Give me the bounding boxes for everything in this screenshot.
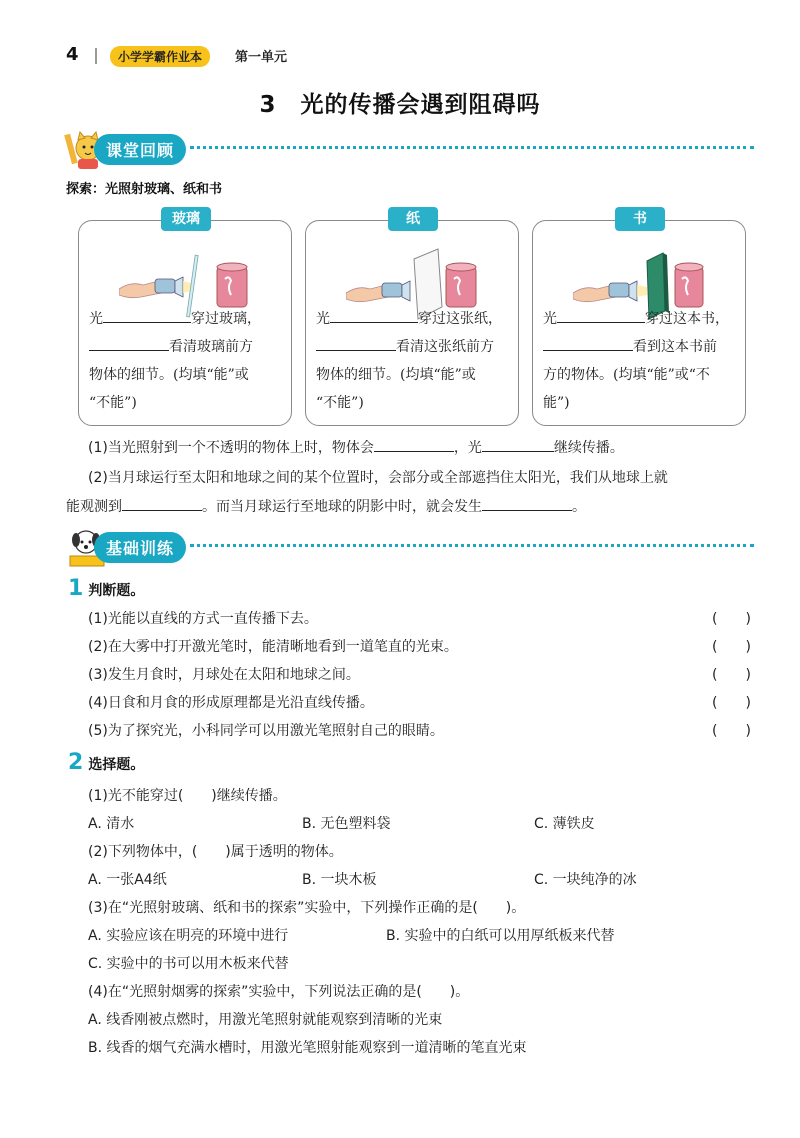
answer-blank[interactable] [543, 336, 633, 351]
choice-stem-2: (2)下列物体中，( )属于透明的物体。 [88, 844, 343, 860]
answer-blank[interactable] [482, 437, 554, 452]
option-a[interactable]: A. 一张A4纸 [88, 872, 167, 888]
option-c[interactable]: C. 一块纯净的冰 [534, 872, 637, 888]
option-b[interactable]: B. 无色塑料袋 [302, 816, 391, 832]
question-1-heading [68, 576, 144, 601]
answer-paren[interactable]: ( ) [712, 611, 751, 627]
dotted-divider [190, 544, 754, 547]
option-c[interactable]: C. 薄铁皮 [534, 816, 595, 832]
page-number: 4 [66, 44, 79, 65]
q1-text-a: (1)当光照射到一个不透明的物体上时，物体会 [88, 440, 374, 456]
option-c[interactable]: C. 实验中的书可以用木板来代替 [88, 956, 289, 972]
section-header-review [64, 128, 754, 164]
question-2-heading [68, 750, 144, 775]
answer-blank[interactable] [122, 496, 202, 511]
card-label: 书 [615, 207, 665, 231]
judge-item-4: (4)日食和月食的形成原理都是光沿直线传播。 [88, 695, 374, 711]
choice-stem-4: (4)在“光照射烟雾的探索”实验中，下列说法正确的是( )。 [88, 984, 470, 1000]
card-text-line2: 看清这张纸前方 [396, 339, 494, 355]
choice-stem-3: (3)在“光照射玻璃、纸和书的探索”实验中，下列操作正确的是( )。 [88, 900, 526, 916]
card-text-line2: 看到这本书前 [633, 339, 717, 355]
option-b[interactable]: B. 一块木板 [302, 872, 377, 888]
review-question-1 [88, 434, 768, 462]
question-title: 判断题。 [88, 583, 145, 599]
q1-text-b: ，光 [453, 440, 482, 456]
option-b[interactable]: B. 实验中的白纸可以用厚纸板来代替 [386, 928, 615, 944]
answer-blank[interactable] [557, 308, 645, 323]
card-book [532, 211, 746, 426]
dotted-divider [190, 146, 754, 149]
card-text-line1: 穿过这本书， [645, 311, 729, 327]
card-label: 玻璃 [161, 207, 211, 231]
option-a[interactable]: A. 实验应该在明亮的环境中进行 [88, 928, 289, 944]
answer-blank[interactable] [89, 336, 169, 351]
answer-paren[interactable]: ( ) [712, 639, 751, 655]
answer-blank[interactable] [103, 308, 191, 323]
answer-blank[interactable] [330, 308, 418, 323]
option-a[interactable]: A. 清水 [88, 816, 135, 832]
question-number: 1 [68, 576, 84, 601]
answer-paren[interactable]: ( ) [712, 723, 751, 739]
card-text-line1: 穿过这张纸， [418, 311, 502, 327]
review-question-2-line2 [66, 493, 766, 521]
header-divider [95, 48, 97, 64]
answer-blank[interactable] [374, 437, 454, 452]
q2-text-b: 能观测到 [66, 499, 122, 515]
option-a[interactable]: A. 线香刚被点燃时，用激光笔照射就能观察到清晰的光束 [88, 1012, 443, 1028]
section-label-practice: 基础训练 [94, 532, 186, 563]
q1-text-c: 继续传播。 [553, 440, 624, 456]
card-text-light: 光 [89, 311, 103, 327]
card-text-line4: “不能”) [316, 395, 364, 411]
card-text-line1: 穿过玻璃， [191, 311, 261, 327]
q2-text-c: 。而当月球运行至地球的阴影中时，就会发生 [202, 499, 482, 515]
card-text-light: 光 [316, 311, 330, 327]
judge-item-5: (5)为了探究光，小科同学可以用激光笔照射自己的眼睛。 [88, 723, 444, 739]
brand-badge: 小学学霸作业本 [110, 46, 210, 67]
q2-text-d: 。 [572, 499, 586, 515]
answer-blank[interactable] [316, 336, 396, 351]
card-text-line3: 物体的细节。(均填“能”或 [89, 367, 249, 383]
section-header-practice [64, 526, 754, 562]
lesson-title: 3 光的传播会遇到阻碍吗 [259, 92, 541, 118]
card-label: 纸 [388, 207, 438, 231]
answer-paren[interactable]: ( ) [712, 667, 751, 683]
judge-item-3: (3)发生月食时，月球处在太阳和地球之间。 [88, 667, 360, 683]
card-text-line4: “不能”) [89, 395, 137, 411]
judge-item-2: (2)在大雾中打开激光笔时，能清晰地看到一道笔直的光束。 [88, 639, 458, 655]
review-question-2-line1: (2)当月球运行至太阳和地球之间的某个位置时，会部分或全部遮挡住太阳光，我们从地球上就 [88, 470, 668, 486]
answer-blank[interactable] [482, 496, 572, 511]
section-label-review: 课堂回顾 [94, 134, 186, 165]
option-b[interactable]: B. 线香的烟气充满水槽时，用激光笔照射能观察到一道清晰的笔直光束 [88, 1040, 527, 1056]
card-paper [305, 211, 519, 426]
choice-stem-1: (1)光不能穿过( )继续传播。 [88, 788, 287, 804]
card-text-line3: 方的物体。(均填“能”或“不 [543, 367, 710, 383]
question-number: 2 [68, 750, 84, 775]
card-text-line3: 物体的细节。(均填“能”或 [316, 367, 476, 383]
question-title: 选择题。 [88, 757, 145, 773]
unit-label: 第一单元 [235, 50, 288, 65]
judge-item-1: (1)光能以直线的方式一直传播下去。 [88, 611, 318, 627]
card-text-line4: 能”) [543, 395, 570, 411]
explore-title: 探索：光照射玻璃、纸和书 [66, 182, 223, 197]
card-glass [78, 211, 292, 426]
card-text-line2: 看清玻璃前方 [169, 339, 253, 355]
answer-paren[interactable]: ( ) [712, 695, 751, 711]
card-text-light: 光 [543, 311, 557, 327]
